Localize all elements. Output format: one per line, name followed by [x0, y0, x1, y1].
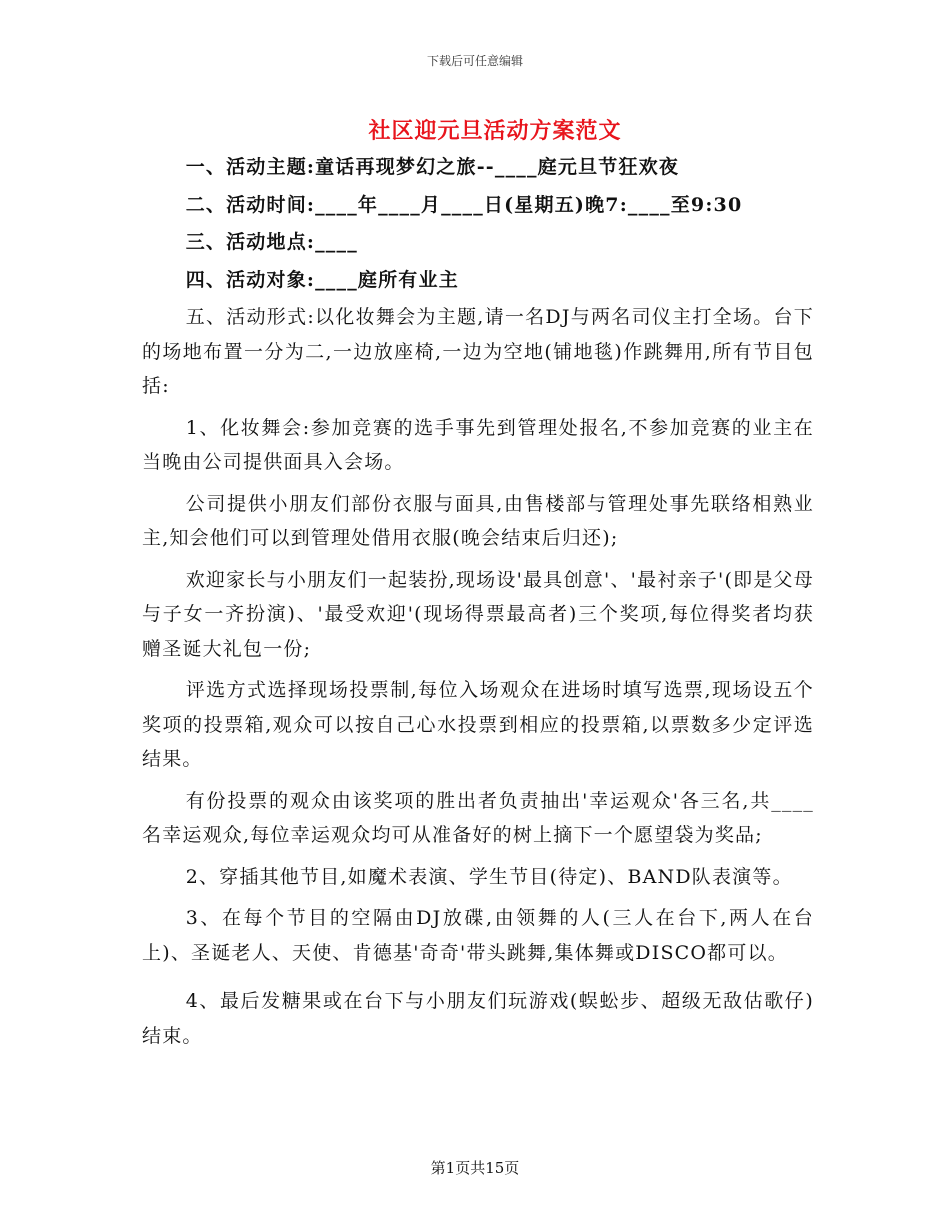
lucky-audience-paragraph: 有份投票的观众由该奖项的胜出者负责抽出'幸运观众'各三名,共____名幸运观众,每位幸运观众均可从准备好的树上摘下一个愿望袋为奖品;: [142, 789, 814, 846]
page-footer: 第1页共15页: [430, 1159, 520, 1177]
activity-location: 三、活动地点:____: [185, 231, 358, 253]
activity-theme: 一、活动主题:童话再现梦幻之旅--____庭元旦节狂欢夜: [185, 156, 680, 178]
activity-form: 五、活动形式:以化妆舞会为主题,请一名DJ与两名司仪主打全场。台下的场地布置一分为二,一边放座椅,一边为空地(铺地毯)作跳舞用,所有节目包括:: [142, 306, 814, 397]
document-title: 社区迎元旦活动方案范文: [368, 118, 622, 144]
program-dj-dance: 3、在每个节目的空隔由DJ放碟,由领舞的人(三人在台下,两人在台上)、圣诞老人、天使、肯德基'奇奇'带头跳舞,集体舞或DISCO都可以。: [142, 907, 814, 964]
voting-paragraph: 评选方式选择现场投票制,每位入场观众在进场时填写选票,现场设五个奖项的投票箱,观众可以按自己心水投票到相应的投票箱,以票数多少定评选结果。: [142, 679, 814, 770]
program-ending: 4、最后发糖果或在台下与小朋友们玩游戏(蜈蚣步、超级无敌估歌仔)结束。: [142, 990, 814, 1047]
program-other-shows: 2、穿插其他节目,如魔术表演、学生节目(待定)、BAND队表演等。: [185, 865, 793, 888]
header-note: 下载后可任意编辑: [426, 54, 523, 68]
costume-paragraph: 公司提供小朋友们部份衣服与面具,由售楼部与管理处事先联络相熟业主,知会他们可以到管理处借用衣服(晚会结束后归还);: [142, 492, 814, 549]
activity-time: 二、活动时间:____年____月____日(星期五)晚7:____至9:30: [185, 193, 743, 216]
document-body: [142, 150, 814, 1053]
awards-paragraph: 欢迎家长与小朋友们一起装扮,现场设'最具创意'、'最衬亲子'(即是父母与子女一齐扮演)、'最受欢迎'(现场得票最高者)三个奖项,每位得奖者均获赠圣诞大礼包一份;: [142, 568, 814, 660]
activity-audience: 四、活动对象:____庭所有业主: [185, 268, 459, 291]
program-masquerade: 1、化妆舞会:参加竞赛的选手事先到管理处报名,不参加竞赛的业主在当晚由公司提供面具入会场。: [142, 416, 814, 473]
